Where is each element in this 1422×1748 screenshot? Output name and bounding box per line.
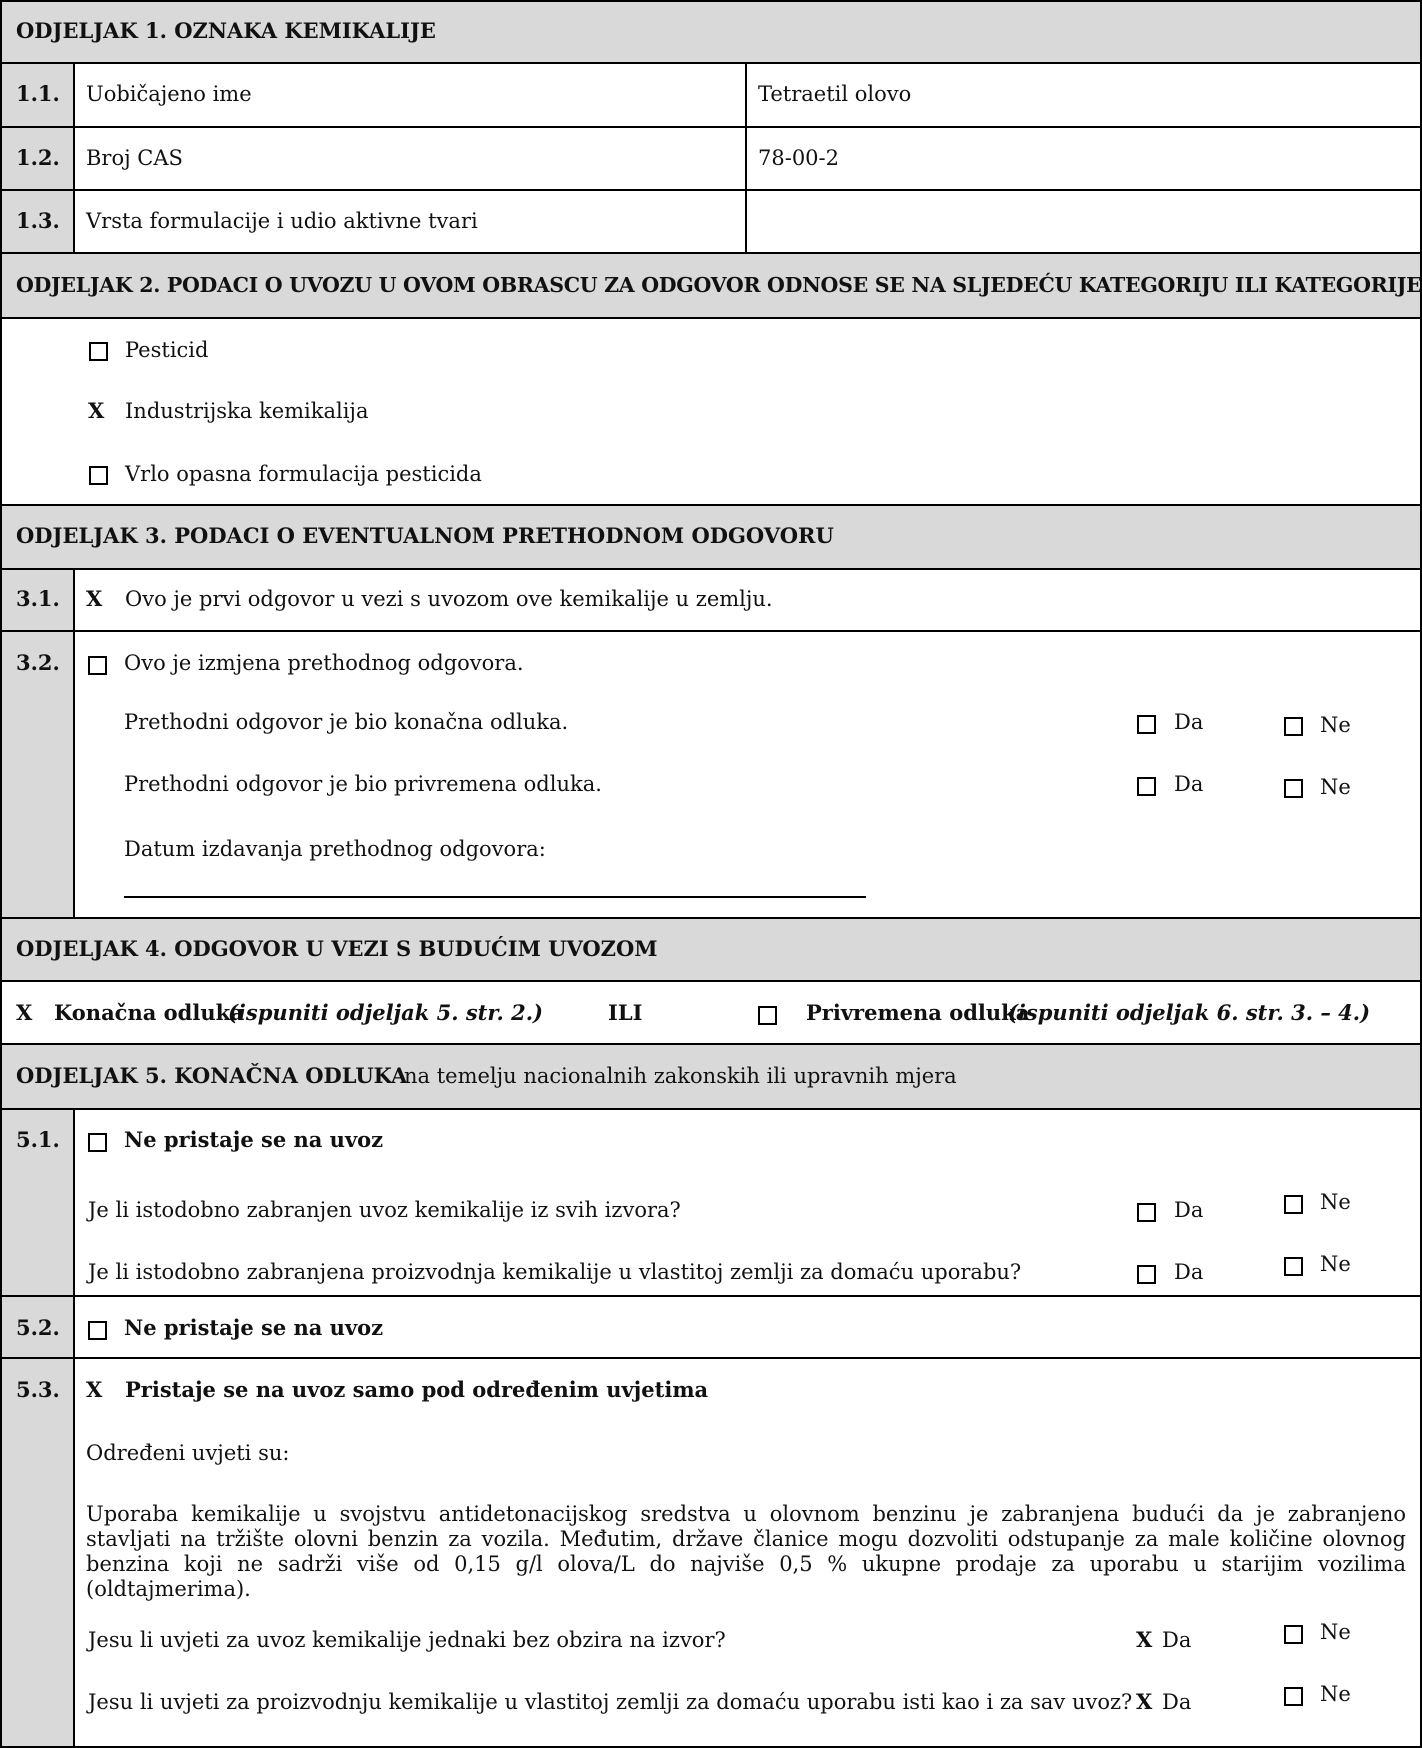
domestic-production-yes-mark[interactable]: X [1136, 1689, 1153, 1714]
same-conditions-yes-mark[interactable]: X [1136, 1627, 1153, 1652]
conditions-label: Određeni uvjeti su: [86, 1441, 290, 1465]
first-response-mark[interactable]: X [86, 586, 103, 611]
conditional-import-mark[interactable]: X [86, 1377, 103, 1402]
conditions-paragraph: Uporaba kemikalije u svojstvu antidetonacijskog sredstva u olovnom benzinu je zabranjena budući da je zabranjeno stavljati na tržište olovni benzin za vozila. Međutim, države članice mogu dozvoliti odstupanje za male količine olovnog benzina koji ne sadrži više od 0,15 g/l olova/L do najviše 0,5 % ukupne prodaje za uporabu u starijim vozilima (oldtajmerima). [86, 1502, 1406, 1601]
row-1-1-num: 1.1. [16, 81, 60, 106]
domestic-production-no-label: Ne [1320, 1682, 1351, 1706]
amendment-text: Ovo je izmjena prethodnog odgovora. [124, 651, 524, 675]
prev-interim-no-label: Ne [1320, 775, 1351, 799]
prev-interim-no-checkbox[interactable] [1284, 779, 1303, 798]
or-label: ILI [608, 1000, 643, 1025]
industrial-chemical-label: Industrijska kemikalija [125, 399, 369, 423]
s5-header-rest: na temelju nacionalnih zakonskih ili upravnih mjera [404, 1064, 957, 1088]
same-conditions-no-label: Ne [1320, 1620, 1351, 1644]
no-import-checkbox[interactable] [88, 1133, 107, 1152]
prev-interim-question: Prethodni odgovor je bio privremena odluka. [124, 772, 602, 796]
amendment-checkbox[interactable] [88, 656, 107, 675]
interim-decision-note: (ispuniti odjeljak 6. str. 3. – 4.) [1008, 1000, 1371, 1025]
pesticide-formulation-label: Vrlo opasna formulacija pesticida [125, 462, 482, 486]
pesticide-formulation-checkbox[interactable] [89, 466, 108, 485]
pesticide-checkbox[interactable] [89, 342, 108, 361]
prev-final-yes-label: Da [1174, 710, 1204, 734]
same-conditions-yes-label: Da [1162, 1628, 1192, 1652]
pesticide-label: Pesticid [125, 338, 209, 362]
conditional-import-title: Pristaje se na uvoz samo pod određenim uvjetima [125, 1377, 709, 1402]
industrial-chemical-mark[interactable]: X [88, 398, 105, 423]
row-5-3-num: 5.3. [16, 1377, 60, 1402]
ban-all-sources-no-label: Ne [1320, 1190, 1351, 1214]
prev-date-label: Datum izdavanja prethodnog odgovora: [124, 837, 546, 861]
row-5-1-num: 5.1. [16, 1127, 60, 1152]
row-1-3-num: 1.3. [16, 208, 60, 233]
row-1-2-num: 1.2. [16, 145, 60, 170]
first-response-text: Ovo je prvi odgovor u vezi s uvozom ove kemikalije u zemlju. [125, 587, 773, 611]
s4-header: ODJELJAK 4. ODGOVOR U VEZI S BUDUĆIM UVOZOM [16, 936, 658, 961]
prev-date-input-line[interactable] [124, 896, 866, 898]
final-decision-label: Konačna odluka [54, 1000, 244, 1025]
no-import-2-title: Ne pristaje se na uvoz [124, 1315, 384, 1340]
prev-final-no-label: Ne [1320, 713, 1351, 737]
ban-domestic-no-checkbox[interactable] [1284, 1257, 1303, 1276]
row-1-2-value: 78-00-2 [758, 146, 839, 170]
s5-header-bold: ODJELJAK 5. KONAČNA ODLUKA [16, 1063, 408, 1088]
s3-header: ODJELJAK 3. PODACI O EVENTUALNOM PRETHODNOM ODGOVORU [16, 523, 834, 548]
row-1-1-value: Tetraetil olovo [758, 82, 912, 106]
ban-all-sources-yes-checkbox[interactable] [1137, 1203, 1156, 1222]
interim-decision-checkbox[interactable] [758, 1006, 777, 1025]
final-decision-mark[interactable]: X [16, 1000, 33, 1025]
ban-domestic-yes-checkbox[interactable] [1137, 1265, 1156, 1284]
prev-final-yes-checkbox[interactable] [1137, 715, 1156, 734]
s1-header: ODJELJAK 1. OZNAKA KEMIKALIJE [16, 18, 436, 43]
ban-all-sources-question: Je li istodobno zabranjen uvoz kemikalije iz svih izvora? [88, 1198, 681, 1222]
domestic-production-yes-label: Da [1162, 1690, 1192, 1714]
row-1-2-label: Broj CAS [86, 146, 183, 170]
ban-domestic-question: Je li istodobno zabranjena proizvodnja kemikalije u vlastitoj zemlji za domaću uporabu? [88, 1260, 1022, 1284]
row-1-3-label: Vrsta formulacije i udio aktivne tvari [86, 209, 478, 233]
prev-interim-yes-label: Da [1174, 772, 1204, 796]
s2-header: ODJELJAK 2. PODACI O UVOZU U OVOM OBRASCU ZA ODGOVOR ODNOSE SE NA SLJEDEĆU KATEGORIJU ILI KATEGORIJE [16, 273, 1422, 297]
prev-interim-yes-checkbox[interactable] [1137, 777, 1156, 796]
row-1-1-label: Uobičajeno ime [86, 82, 252, 106]
prev-final-question: Prethodni odgovor je bio konačna odluka. [124, 710, 569, 734]
row-3-2-num: 3.2. [16, 650, 60, 675]
ban-domestic-no-label: Ne [1320, 1252, 1351, 1276]
final-decision-note: (ispuniti odjeljak 5. str. 2.) [228, 1000, 543, 1025]
domestic-production-no-checkbox[interactable] [1284, 1687, 1303, 1706]
interim-decision-label: Privremena odluka [806, 1000, 1030, 1025]
row-3-1-num: 3.1. [16, 586, 60, 611]
same-conditions-no-checkbox[interactable] [1284, 1625, 1303, 1644]
no-import-2-checkbox[interactable] [88, 1321, 107, 1340]
prev-final-no-checkbox[interactable] [1284, 717, 1303, 736]
ban-all-sources-no-checkbox[interactable] [1284, 1195, 1303, 1214]
domestic-production-question: Jesu li uvjeti za proizvodnju kemikalije u vlastitoj zemlji za domaću uporabu isti kao i za sav uvoz? [88, 1690, 1133, 1714]
same-conditions-question: Jesu li uvjeti za uvoz kemikalije jednaki bez obzira na izvor? [88, 1628, 726, 1652]
ban-domestic-yes-label: Da [1174, 1260, 1204, 1284]
ban-all-sources-yes-label: Da [1174, 1198, 1204, 1222]
no-import-title: Ne pristaje se na uvoz [124, 1127, 384, 1152]
row-5-2-num: 5.2. [16, 1315, 60, 1340]
